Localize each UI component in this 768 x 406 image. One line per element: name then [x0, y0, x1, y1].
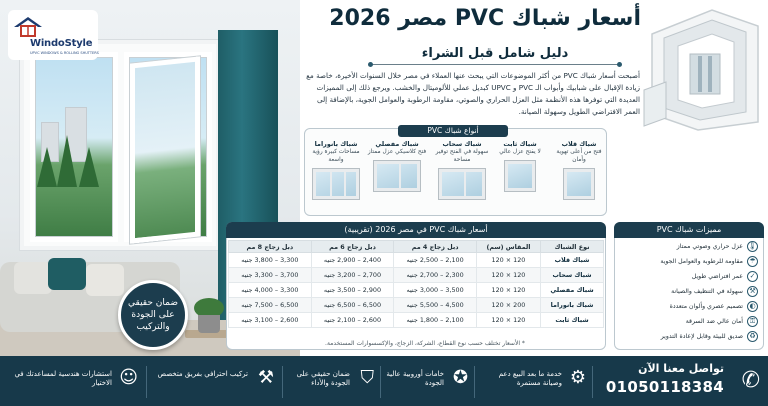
- fixed-window-icon: [505, 161, 535, 191]
- call-to-action[interactable]: [598, 362, 764, 402]
- type-card-fixed[interactable]: [492, 140, 548, 210]
- column-header: نوع الشباك: [541, 241, 604, 253]
- engineer-icon: ☺: [119, 367, 138, 388]
- type-desc: فتح كلاسيكي عزل ممتاز: [367, 149, 427, 155]
- footer-item-text: تركيب احترافي بفريق متخصص: [157, 370, 248, 378]
- feature-item: [620, 285, 758, 298]
- footer-item-text: خدمة ما بعد البيع دعم وصيانة مستمرة: [498, 370, 562, 388]
- table-cell: 2,300 – 2,700 جنيه: [394, 268, 477, 283]
- table-cell: 200 × 120: [476, 298, 540, 313]
- table-cell: 3,500 – 3,000 جنيه: [394, 283, 477, 298]
- pillow: [86, 264, 124, 296]
- feature-item: [620, 300, 758, 313]
- table-cell: 120 × 120: [476, 313, 540, 328]
- column-header: دبل زجاج 4 مم: [394, 241, 477, 253]
- lock-icon: ⚿: [747, 316, 758, 327]
- table-cell: 2,700 – 3,200 جنيه: [311, 268, 394, 283]
- type-desc: لا يفتح عزل عالي: [499, 149, 541, 155]
- casement-window-icon: [374, 161, 420, 191]
- quality-badge: ضمان حقيقي على الجودة والتركيب: [118, 280, 188, 350]
- feature-text: صديق للبيئة وقابل لإعادة التدوير: [660, 333, 743, 340]
- footer-item-support: [478, 362, 588, 402]
- table-cell: شباك سحاب: [541, 268, 604, 283]
- table-cell: 3,700 – 3,300 جنيه: [229, 268, 312, 283]
- type-name: شباك سحاب: [442, 140, 482, 148]
- type-desc: سهولة في الفتح توفير مساحة: [435, 149, 489, 163]
- call-label: تواصل معنا الآن: [638, 362, 724, 375]
- table-cell: شباك ثابت: [541, 313, 604, 328]
- window-types-title: أنواع شباك PVC: [398, 125, 508, 137]
- table-cell: شباك مفصلي: [541, 283, 604, 298]
- footer-item-text: خامات أوروبية عالية الجودة: [386, 370, 444, 388]
- table-cell: 120 × 120: [476, 268, 540, 283]
- feature-item: [620, 240, 758, 253]
- thermometer-icon: 🌡: [748, 242, 757, 250]
- feature-item: [620, 255, 758, 268]
- footer-item-installation: [150, 362, 278, 402]
- table-cell: 120 × 120: [476, 253, 540, 268]
- type-desc: فتح من أعلى تهوية وأمان: [556, 149, 602, 163]
- page-title: أسعار شباك PVC مصر 2026: [329, 6, 641, 31]
- panorama-window-icon: [313, 169, 359, 199]
- table-cell: 3,300 – 4,000 جنيه: [229, 283, 312, 298]
- table-row: [229, 283, 604, 298]
- feature-text: عزل حراري وصوتي ممتاز: [676, 243, 743, 250]
- type-name: شباك ثابت: [503, 140, 537, 148]
- footer-divider: [592, 366, 593, 398]
- table-cell: 2,400 – 2,900 جنيه: [311, 253, 394, 268]
- footer-divider: [474, 366, 475, 398]
- rain-icon: ☂: [747, 256, 758, 267]
- table-row: [229, 253, 604, 268]
- house-icon: [12, 14, 44, 38]
- table-cell: 2,600 – 3,100 جنيه: [229, 313, 312, 328]
- table-cell: 6,500 – 6,500 جنيه: [311, 298, 394, 313]
- type-name: شباك مفصلي: [375, 140, 419, 148]
- guarantee-icon: ⛉: [360, 367, 374, 388]
- table-cell: 6,500 – 7,500 جنيه: [229, 298, 312, 313]
- pvc-profile-image: [642, 4, 764, 132]
- type-desc: مساحات كبيرة رؤية واسعة: [312, 149, 360, 163]
- price-note: * الأسعار تختلف حسب نوع القطاع، الشركة، الزجاج، والإكسسوارات المستخدمة.: [325, 340, 525, 347]
- brand-tagline: UPVC WINDOWS & ROLLING SHUTTERS: [30, 51, 99, 55]
- footer-item-consulting: [8, 362, 142, 402]
- type-card-casement[interactable]: [366, 140, 428, 210]
- feature-item: [620, 330, 758, 343]
- table-cell: 120 × 120: [476, 283, 540, 298]
- phone-number[interactable]: 01050118384: [605, 378, 724, 396]
- pillow: [14, 262, 52, 294]
- sliding-window-icon: [439, 169, 485, 199]
- footer-divider: [146, 366, 147, 398]
- plant-pot: [198, 315, 220, 333]
- support-icon: ⚙: [569, 367, 586, 388]
- medal-icon: ✪: [452, 367, 468, 388]
- feature-text: أمان عالي ضد السرقة: [685, 318, 743, 325]
- type-name: شباك قلاب: [561, 140, 597, 148]
- table-row: [229, 268, 604, 283]
- table-cell: 2,900 – 3,500 جنيه: [311, 283, 394, 298]
- feature-text: تصميم عصري وألوان متعددة: [669, 303, 743, 310]
- features-title: مميزات شباك PVC: [614, 222, 764, 238]
- tilt-window-icon: [564, 169, 594, 199]
- table-cell: 3,300 – 3,800 جنيه: [229, 253, 312, 268]
- type-name: شباك بانوراما: [314, 140, 358, 148]
- table-cell: 2,100 – 2,500 جنيه: [394, 253, 477, 268]
- feature-text: عمر افتراضي طويل: [691, 273, 743, 280]
- subtitle-divider: [370, 64, 620, 65]
- brand-logo[interactable]: [8, 10, 98, 60]
- footer-item-text: استشارات هندسية لمساعدتك في الاختيار: [14, 370, 112, 388]
- column-header: دبل زجاج 8 مم: [229, 241, 312, 253]
- tools-icon: ⚒: [257, 367, 274, 388]
- footer-item-materials: [384, 362, 470, 402]
- table-row: [229, 298, 604, 313]
- feature-text: مقاومة للرطوبة والعوامل الجوية: [660, 258, 743, 265]
- feature-text: سهولة في التنظيف والصيانة: [671, 288, 743, 295]
- feature-item: [620, 270, 758, 283]
- recycle-icon: ♻: [747, 331, 758, 342]
- open-window-sash: [130, 56, 200, 243]
- table-row: [229, 313, 604, 328]
- divider-dot: [368, 62, 373, 67]
- window-pane-left: [30, 52, 118, 242]
- feature-item: [620, 315, 758, 328]
- price-table-title: أسعار شباك PVC في مصر 2026 (تقريبية): [226, 222, 606, 238]
- column-header: دبل زجاج 6 مم: [311, 241, 394, 253]
- shield-icon: ✓: [747, 271, 758, 282]
- table-cell: شباك بانوراما: [541, 298, 604, 313]
- footer-item-text: ضمان حقيقي على الجودة والأداء: [296, 370, 350, 388]
- table-cell: شباك قلاب: [541, 253, 604, 268]
- phone-icon: ✆: [741, 368, 760, 393]
- footer-divider: [282, 366, 283, 398]
- type-card-panorama[interactable]: [308, 140, 364, 210]
- table-cell: 4,500 – 5,500 جنيه: [394, 298, 477, 313]
- wrench-icon: ⚒: [747, 286, 758, 297]
- column-header: المقاس (سم): [476, 241, 540, 253]
- type-card-sliding[interactable]: [432, 140, 492, 210]
- brand-name: WindoStyle: [30, 38, 93, 49]
- table-cell: 2,100 – 1,800 جنيه: [394, 313, 477, 328]
- divider-dot: [617, 62, 622, 67]
- pillow: [48, 258, 86, 290]
- page-subtitle: دليل شامل قبل الشراء: [421, 46, 569, 61]
- table-cell: 2,600 – 2,100 جنيه: [311, 313, 394, 328]
- footer-item-guarantee: [286, 362, 376, 402]
- intro-paragraph: أصبحت أسعار شباك PVC من أكثر الموضوعات التي يبحث عنها العملاء في مصر خلال السنوات الأخيرة، خاصة مع زيادة الإقبال على شبابيك وأبواب الـ PVC و UPVC كبديل عملي للألوميتال والخشب. ويرجع ذلك إلى المميزات العديدة التي توفرها هذه الأنظمة مثل العزل الحراري والصوتي، مقاومة الرطوبة والعوامل الجوية، بالإضافة إلى العمر الافتراضي الطويل وسهولة الصيانة.: [306, 71, 640, 116]
- price-table: [228, 240, 604, 328]
- footer-divider: [380, 366, 381, 398]
- type-card-tilt[interactable]: [552, 140, 606, 210]
- palette-icon: ◐: [747, 301, 758, 312]
